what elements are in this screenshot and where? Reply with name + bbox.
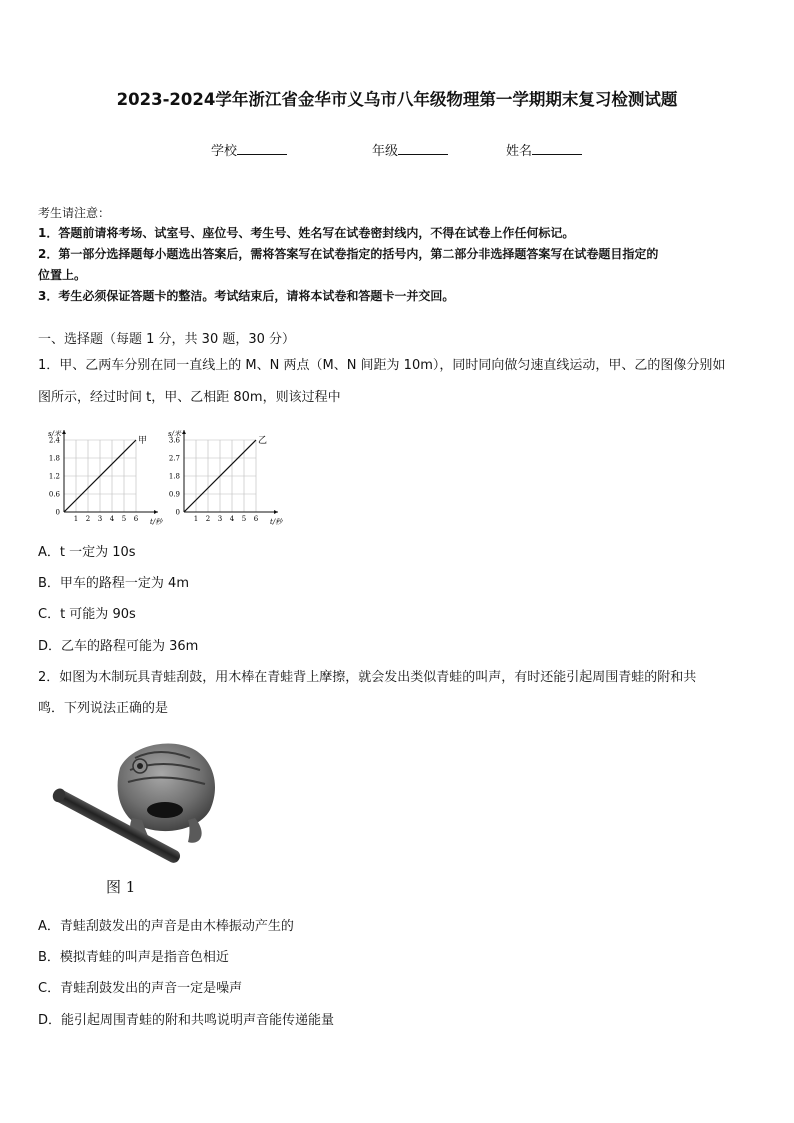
question-2-text-cont: 鸣．下列说法正确的是 [38,701,169,716]
note-item: 3．考生必须保证答题卡的整洁。考试结束后，请将本试卷和答题卡一并交回。 [38,289,455,303]
q1-option-a[interactable]: A．t 一定为 10s [38,545,136,560]
y-tick-label: 3.6 [168,436,180,445]
x-tick-label: 2 [85,515,91,523]
y-tick-label: 1.8 [48,454,60,463]
x-axis-arrow [274,510,278,514]
y-tick-label: 1.8 [168,472,180,481]
name-label: 姓名 [506,144,533,159]
school-blank[interactable] [237,142,287,155]
y-tick-label: 0.9 [168,490,180,499]
frog-guiro-photo [50,728,230,898]
graph-yi [160,420,283,528]
school-label: 学校 [211,144,238,159]
figure-caption: 图 1 [106,878,136,896]
q2-option-c[interactable]: C．青蛙刮鼓发出的声音一定是噪声 [38,981,243,996]
x-tick-label: 3 [97,515,103,523]
name-field[interactable] [506,140,582,159]
x-tick-label: 6 [253,515,259,523]
x-axis-arrow [154,510,158,514]
y-axis-label: s/米 [48,430,61,438]
x-tick-label: 3 [217,515,223,523]
y-tick-label: 0 [55,508,60,517]
x-tick-label: 6 [133,515,139,523]
y-tick-label: 0.6 [48,490,60,499]
q2-option-d[interactable]: D．能引起周围青蛙的附和共鸣说明声音能传递能量 [38,1013,335,1028]
name-blank[interactable] [532,142,582,155]
grade-blank[interactable] [398,142,448,155]
graph-jia [40,420,163,528]
graph-title: 甲 [138,436,148,446]
y-tick-label: 2.4 [48,436,60,445]
y-tick-label: 1.2 [48,472,60,481]
y-tick-label: 2.7 [168,454,180,463]
notes-heading: 考生请注意： [38,206,111,220]
x-axis-label: t/秒 [150,518,163,526]
x-tick-label: 1 [193,515,199,523]
q1-option-c[interactable]: C．t 可能为 90s [38,607,136,622]
question-1-text: 1．甲、乙两车分别在同一直线上的 M、N 两点（M、N 间距为 10m），同时同向做匀速直线运动，甲、乙的图像分别如 [38,358,726,373]
y-axis-label: s/米 [168,430,181,438]
q2-option-a[interactable]: A．青蛙刮鼓发出的声音是由木棒振动产生的 [38,919,294,934]
x-tick-label: 4 [229,515,235,523]
q1-option-b[interactable]: B．甲车的路程一定为 4m [38,576,189,591]
graph-title: 乙 [258,436,268,446]
x-axis-label: t/秒 [270,518,283,526]
x-tick-label: 5 [121,515,127,523]
y-axis-arrow [182,430,186,434]
grade-field[interactable] [372,140,448,159]
y-axis-arrow [62,430,66,434]
y-tick-label: 0 [175,508,180,517]
question-2-text: 2．如图为木制玩具青蛙刮鼓，用木棒在青蛙背上摩擦，就会发出类似青蛙的叫声，有时还能引起周围青蛙的附和共 [38,670,697,685]
question-1-text-cont: 图所示，经过时间 t，甲、乙相距 80m，则该过程中 [38,390,341,405]
x-tick-label: 1 [73,515,79,523]
note-item: 2．第一部分选择题每小题选出答案后，需将答案写在试卷指定的括号内，第二部分非选择题答案写在试卷题目指定的 [38,247,659,261]
note-item: 位置上。 [38,268,87,282]
x-tick-label: 2 [205,515,211,523]
x-tick-label: 5 [241,515,247,523]
section-heading: 一、选择题（每题 1 分，共 30 题，30 分） [38,332,296,347]
page-title: 2023-2024学年浙江省金华市义乌市八年级物理第一学期期末复习检测试题 [116,90,678,109]
note-item: 1．答题前请将考场、试室号、座位号、考生号、姓名写在试卷密封线内，不得在试卷上作任何标记。 [38,226,575,240]
school-field[interactable] [211,140,287,159]
grade-label: 年级 [372,144,399,159]
q1-option-d[interactable]: D．乙车的路程可能为 36m [38,639,199,654]
x-tick-label: 4 [109,515,115,523]
q2-option-b[interactable]: B．模拟青蛙的叫声是指音色相近 [38,950,229,965]
